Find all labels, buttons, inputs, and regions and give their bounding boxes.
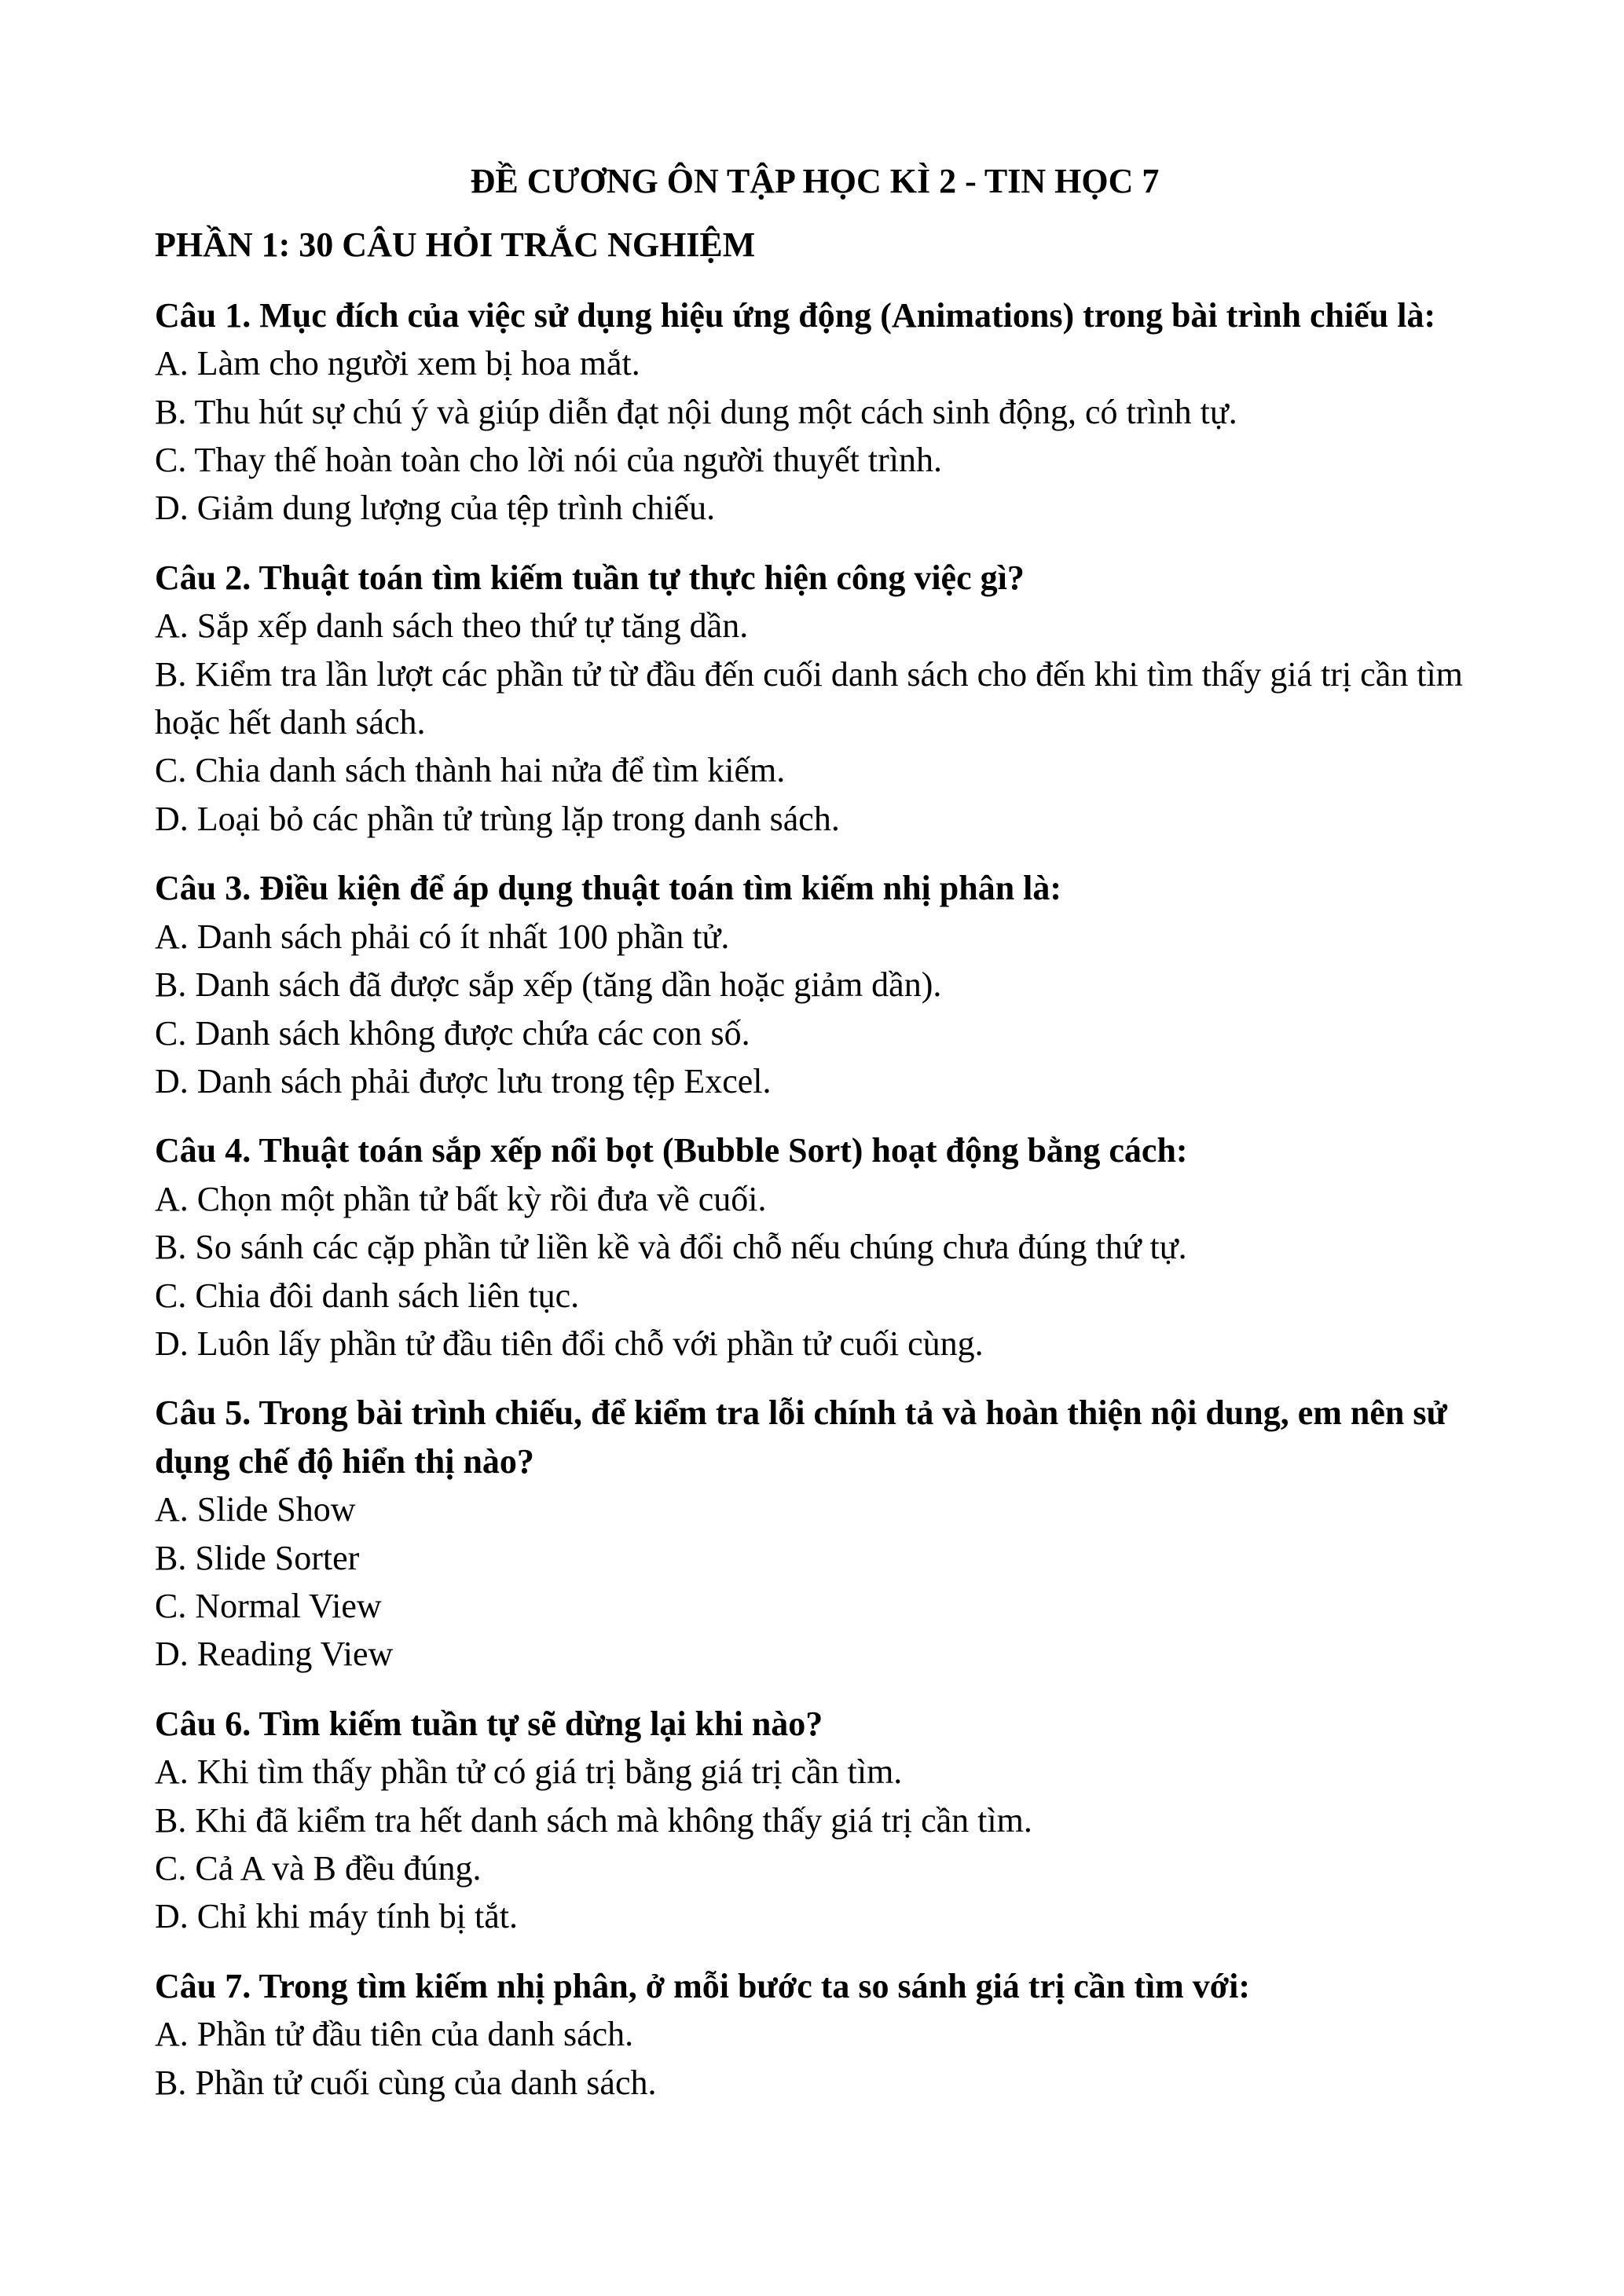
answer-option: C. Thay thế hoàn toàn cho lời nói của người thuyết trình.: [155, 441, 942, 480]
answer-option: B. Thu hút sự chú ý và giúp diễn đạt nội dung một cách sinh động, có trình tự.: [155, 392, 1237, 431]
question-text: Câu 2. Thuật toán tìm kiếm tuần tự thực hiện công việc gì?: [155, 558, 1025, 597]
answer-option: A. Chọn một phần tử bất kỳ rồi đưa về cuối.: [155, 1179, 767, 1218]
answer-option: C. Danh sách không được chứa các con số.: [155, 1013, 750, 1053]
question-text: Câu 5. Trong bài trình chiếu, để kiểm tra lỗi chính tả và hoàn thiện nội dung, em nên sử dụng chế độ hiển thị nào?: [155, 1393, 1447, 1481]
question-text: Câu 4. Thuật toán sắp xếp nổi bọt (Bubble Sort) hoạt động bằng cách:: [155, 1131, 1188, 1170]
question-4: [155, 1126, 1475, 1368]
answer-option: D. Danh sách phải được lưu trong tệp Excel.: [155, 1061, 772, 1100]
answer-option: B. Slide Sorter: [155, 1538, 360, 1577]
question-text: Câu 7. Trong tìm kiếm nhị phân, ở mỗi bước ta so sánh giá trị cần tìm với:: [155, 1966, 1250, 2005]
question-3: [155, 864, 1475, 1105]
answer-option: D. Giảm dung lượng của tệp trình chiếu.: [155, 489, 716, 528]
question-text: Câu 3. Điều kiện để áp dụng thuật toán tìm kiếm nhị phân là:: [155, 869, 1062, 908]
answer-option: A. Sắp xếp danh sách theo thứ tự tăng dần.: [155, 606, 749, 646]
answer-option: B. Phần tử cuối cùng của danh sách.: [155, 2063, 657, 2102]
answer-option: D. Luôn lấy phần tử đầu tiên đổi chỗ với phần tử cuối cùng.: [155, 1324, 984, 1363]
question-6: [155, 1700, 1475, 1941]
document-page: [155, 157, 1475, 2128]
answer-option: A. Khi tìm thấy phần tử có giá trị bằng giá trị cần tìm.: [155, 1752, 903, 1792]
question-7: [155, 1962, 1475, 2107]
question-text: Câu 6. Tìm kiếm tuần tự sẽ dừng lại khi nào?: [155, 1704, 823, 1743]
document-title: ĐỀ CƯƠNG ÔN TẬP HỌC KÌ 2 - TIN HỌC 7: [470, 162, 1160, 200]
question-1: [155, 291, 1475, 533]
answer-option: D. Chỉ khi máy tính bị tắt.: [155, 1897, 518, 1936]
answer-option: A. Danh sách phải có ít nhất 100 phần tử.: [155, 917, 730, 956]
question-text: Câu 1. Mục đích của việc sử dụng hiệu ứng động (Animations) trong bài trình chiếu là:: [155, 295, 1436, 335]
answer-option: B. So sánh các cặp phần tử liền kề và đổi chỗ nếu chúng chưa đúng thứ tự.: [155, 1228, 1187, 1267]
answer-option: C. Normal View: [155, 1586, 382, 1625]
question-2: [155, 554, 1475, 843]
answer-option: A. Làm cho người xem bị hoa mắt.: [155, 344, 640, 383]
answer-option: D. Reading View: [155, 1635, 394, 1674]
question-5: [155, 1389, 1475, 1678]
answer-option: D. Loại bỏ các phần tử trùng lặp trong danh sách.: [155, 799, 840, 838]
answer-option: C. Cả A và B đều đúng.: [155, 1849, 482, 1888]
answer-option: C. Chia danh sách thành hai nửa để tìm kiếm.: [155, 751, 786, 790]
answer-option: B. Kiểm tra lần lượt các phần tử từ đầu đến cuối danh sách cho đến khi tìm thấy giá trị cần tìm hoặc hết danh sách.: [155, 654, 1463, 742]
answer-option: B. Danh sách đã được sắp xếp (tăng dần hoặc giảm dần).: [155, 965, 942, 1005]
answer-option: C. Chia đôi danh sách liên tục.: [155, 1276, 580, 1315]
question-list: [155, 291, 1475, 2107]
part-heading: PHẦN 1: 30 CÂU HỎI TRẮC NGHIỆM: [155, 225, 756, 265]
answer-option: B. Khi đã kiểm tra hết danh sách mà không thấy giá trị cần tìm.: [155, 1800, 1032, 1840]
answer-option: A. Phần tử đầu tiên của danh sách.: [155, 2015, 634, 2054]
answer-option: A. Slide Show: [155, 1490, 356, 1529]
